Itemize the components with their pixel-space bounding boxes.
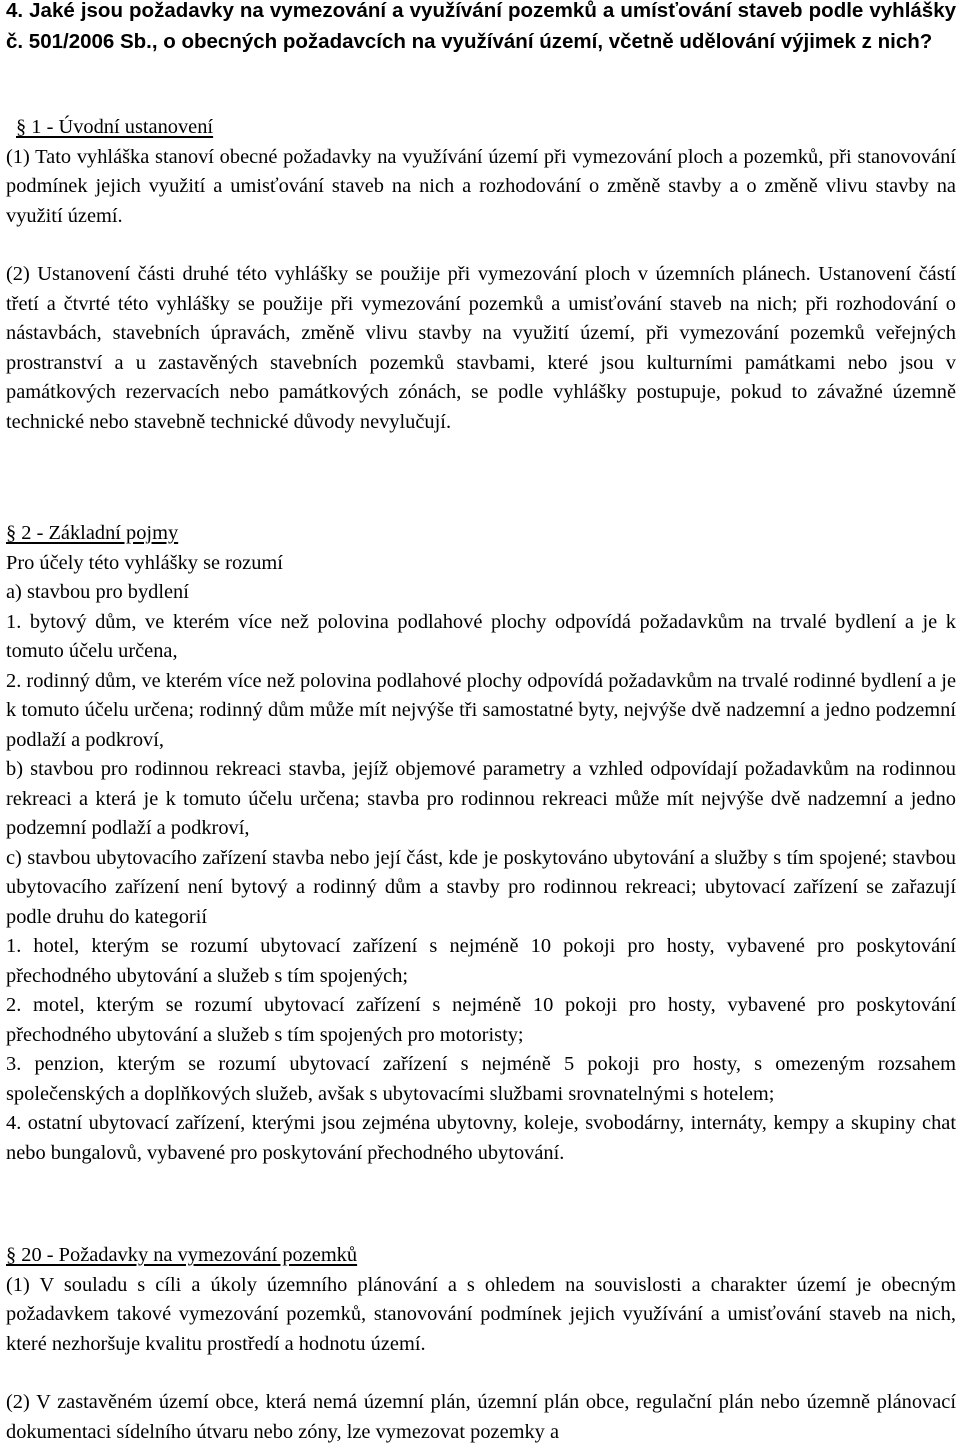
section-20-paragraph-2: (2) V zastavěném území obce, která nemá územní plán, územní plán obce, regulační plán nebo územně plánovací dokumentaci sídelního útvaru nebo zóny, lze vymezovat pozemky a: [6, 1391, 956, 1443]
definition-c-4: 4. ostatní ubytovací zařízení, kterými jsou zejména ubytovny, koleje, svobodárny, internáty, kempy a skupiny chat nebo bungalovů, vybavené pro poskytování přechodného ubytování.: [6, 1112, 956, 1164]
section-1: [6, 113, 956, 437]
section-1-paragraph-1: (1) Tato vyhláška stanoví obecné požadavky na využívání území při vymezování ploch a pozemků, při stanovování podmínek jejich využití a umisťování staveb na nich a rozhodování o změně stavby a o změně vlivu stavby na využití území.: [6, 145, 956, 227]
definition-c-1: 1. hotel, kterým se rozumí ubytovací zařízení s nejméně 10 pokoji pro hosty, vybavené pro poskytování přechodného ubytování a služeb s tím spojených;: [6, 935, 956, 987]
section-20-paragraph-1: (1) V souladu s cíli a úkoly územního plánování a s ohledem na souvislosti a charakter území je obecným požadavkem takové vymezování pozemků, stanovování podmínek jejich využívání a umisťování staveb na nich, které nezhoršuje kvalitu prostředí a hodnotu území.: [6, 1273, 956, 1355]
section-1-paragraph-2: (2) Ustanovení části druhé této vyhlášky se použije při vymezování ploch v územních plánech. Ustanovení částí třetí a čtvrté této vyhlášky se použije při vymezování pozemků a umisťování staveb na nich; při rozhodování o nástavbách, stavebních úpravách, změně vlivu stavby na využití území, při vymezování pozemků veřejných prostranství a u zastavěných stavebních pozemků stavbami, které jsou kulturními památkami nebo jsou v památkových rezervacích nebo památkových zónách, se podle vyhlášky postupuje, pokud to závažné územně technické nebo stavebně technické důvody nevylučují.: [6, 263, 956, 433]
section-2: [6, 519, 956, 1168]
section-1-heading: § 1 - Úvodní ustanovení: [16, 116, 214, 138]
section-2-heading: § 2 - Základní pojmy: [6, 522, 179, 544]
definition-c: c) stavbou ubytovacího zařízení stavba nebo její část, kde je poskytováno ubytování a služby s tím spojené; stavbou ubytovacího zařízení není bytový a rodinný dům a stavby pro rodinnou rekreaci; ubytovací zařízení se zařazují podle druhu do kategorií: [6, 846, 956, 928]
definition-a-2: 2. rodinný dům, ve kterém více než polovina podlahové plochy odpovídá požadavkům na trvalé rodinné bydlení a je k tomuto účelu určena; rodinný dům může mít nejvýše tři samostatné byty, nejvýše dvě nadzemní a jedno podzemní podlaží a podkroví,: [6, 669, 956, 751]
question-heading: 4. Jaké jsou požadavky na vymezování a využívání pozemků a umísťování staveb podle vyhlášky č. 501/2006 Sb., o obecných požadavcích na využívání území, včetně udělování výjimek z nich?: [6, 0, 956, 53]
section-20: [6, 1241, 956, 1447]
definition-a: a) stavbou pro bydlení: [6, 581, 189, 603]
definition-b: b) stavbou pro rodinnou rekreaci stavba, jejíž objemové parametry a vzhled odpovídají požadavkům na rodinnou rekreaci a která je k tomuto účelu určena; stavba pro rodinnou rekreaci může mít nejvýše dvě nadzemní a jedno podzemní podlaží a podkroví,: [6, 758, 956, 839]
definition-a-1: 1. bytový dům, ve kterém více než polovina podlahové plochy odpovídá požadavkům na trvalé bydlení a je k tomuto účelu určena,: [6, 610, 956, 662]
section-20-heading: § 20 - Požadavky na vymezování pozemků: [6, 1244, 358, 1266]
definition-c-2: 2. motel, kterým se rozumí ubytovací zařízení s nejméně 10 pokoji pro hosty, vybavené pro poskytování přechodného ubytování a služeb s tím spojených pro motoristy;: [6, 994, 956, 1046]
definition-c-3: 3. penzion, kterým se rozumí ubytovací zařízení s nejméně 5 pokoji pro hosty, s omezeným rozsahem společenských a doplňkových služeb, avšak s ubytovacími službami srovnatelnými s hotelem;: [6, 1053, 956, 1105]
definition-intro: Pro účely této vyhlášky se rozumí: [6, 551, 283, 574]
